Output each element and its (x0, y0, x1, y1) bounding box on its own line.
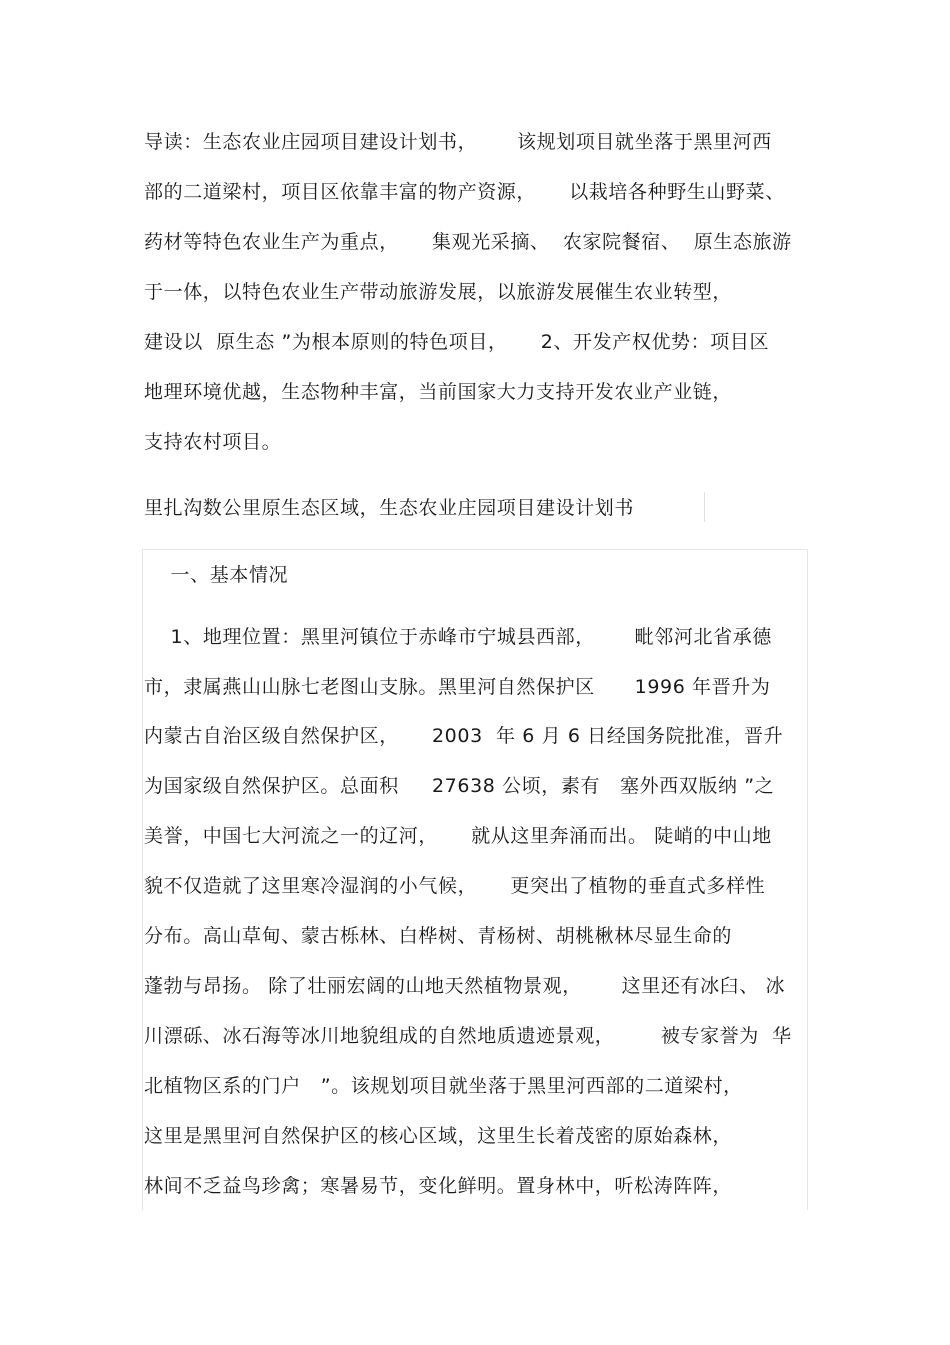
body-line-6: 貌不仅造就了这里寒冷湿润的小气候， 更突出了植物的垂直式多样性 (144, 875, 766, 897)
intro-line-6: 地理环境优越，生态物种丰富，当前国家大力支持开发农业产业链， (144, 381, 733, 403)
document-title: 里扎沟数公里原生态区域，生态农业庄园项目建设计划书 (144, 497, 635, 519)
body-line-2: 市，隶属燕山山脉七老图山支脉。黑里河自然保护区 1996 年晋升为 (144, 676, 771, 698)
title-divider (704, 492, 705, 522)
intro-line-7: 支持农村项目。 (144, 431, 282, 453)
intro-line-4: 于一体，以特色农业生产带动旅游发展，以旅游发展催生农业转型， (144, 281, 733, 303)
intro-line-2: 部的二道梁村，项目区依靠丰富的物产资源， 以栽培各种野生山野菜、 (144, 181, 785, 203)
body-line-10: 北植物区系的门户 ”。该规划项目就坐落于黑里河西部的二道梁村， (144, 1075, 743, 1097)
body-line-1: 1、地理位置：黑里河镇位于赤峰市宁城县西部， 毗邻河北省承德 (144, 626, 772, 648)
body-line-8: 蓬勃与昂扬。 除了壮丽宏阔的山地天然植物景观， 这里还有冰臼、 冰 (144, 975, 786, 997)
body-line-11: 这里是黑里河自然保护区的核心区域，这里生长着茂密的原始森林， (144, 1125, 733, 1147)
body-line-7: 分布。高山草甸、蒙古栎林、白桦树、青杨树、胡桃楸林尽显生命的 (144, 925, 733, 947)
intro-line-5: 建设以 原生态 ”为根本原则的特色项目， 2、开发产权优势：项目区 (144, 331, 770, 353)
body-line-3: 内蒙古自治区级自然保护区， 2003 年 6 月 6 日经国务院批准，晋升 (144, 725, 784, 747)
body-line-4: 为国家级自然保护区。总面积 27638 公顷，素有 塞外西双版纳 ”之 (144, 775, 775, 797)
body-line-5: 美誉，中国七大河流之一的辽河， 就从这里奔涌而出。 陡峭的中山地 (144, 825, 772, 847)
section-heading: 一、基本情况 (144, 564, 289, 586)
intro-line-1: 导读：生态农业庄园项目建设计划书， 该规划项目就坐落于黑里河西 (144, 131, 772, 153)
intro-line-3: 药材等特色农业生产为重点， 集观光采摘、 农家院餐宿、 原生态旅游 (144, 231, 792, 253)
body-line-9: 川漂砾、冰石海等冰川地貌组成的自然地质遗迹景观， 被专家誉为 华 (144, 1025, 792, 1047)
body-line-12: 林间不乏益鸟珍禽；寒暑易节，变化鲜明。置身林中，听松涛阵阵， (144, 1175, 733, 1197)
